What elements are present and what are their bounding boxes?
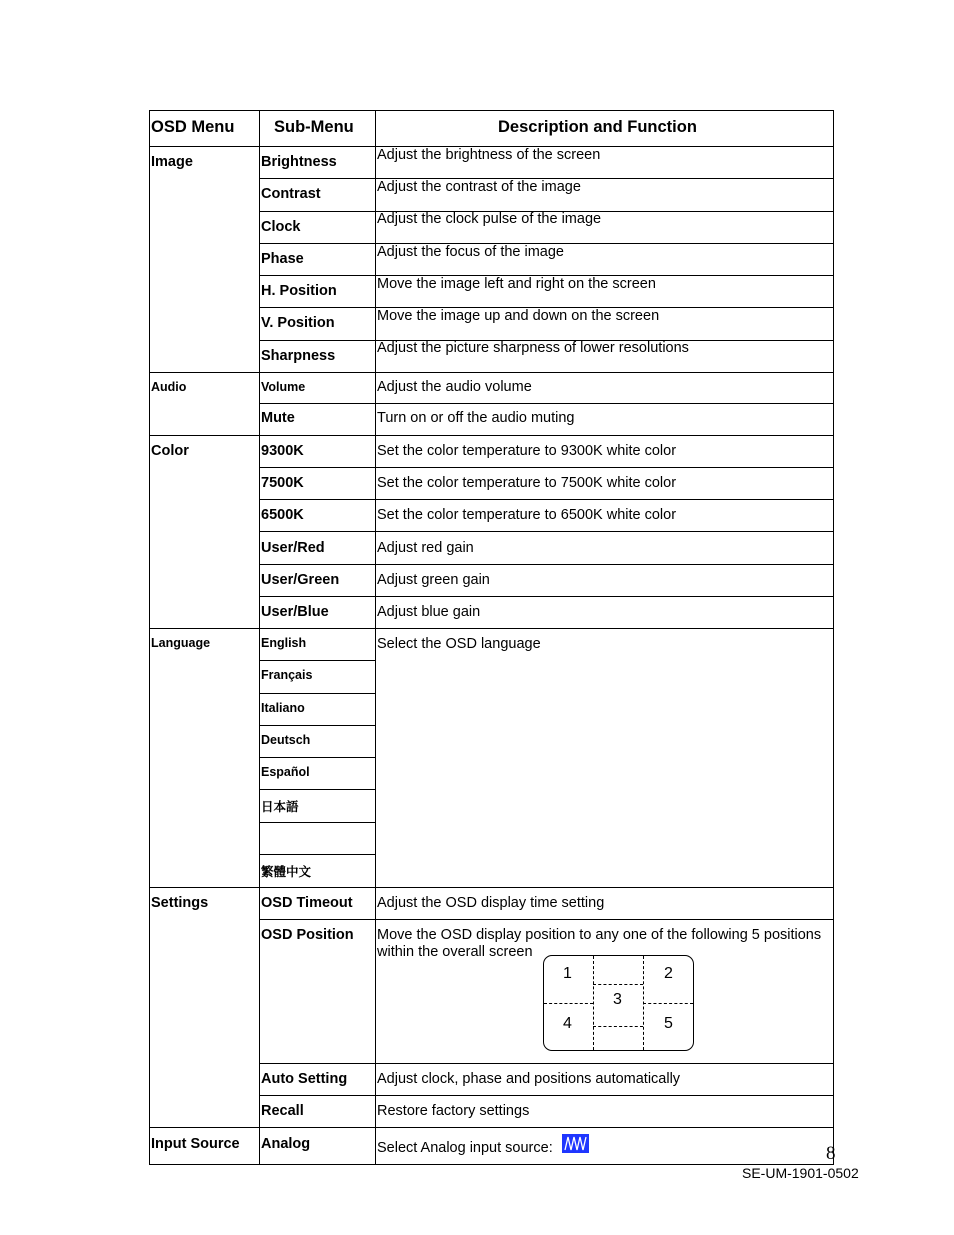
position-label: 4 — [563, 1015, 572, 1032]
menu-language: Language — [151, 636, 211, 650]
menu-settings: Settings — [151, 895, 209, 911]
position-label: 2 — [664, 965, 673, 982]
row-divider — [259, 660, 375, 661]
description: Move the image up and down on the screen — [377, 308, 660, 324]
menu-audio: Audio — [151, 380, 187, 394]
description: Set the color temperature to 6500K white color — [377, 507, 677, 523]
position-label: 5 — [664, 1015, 673, 1032]
submenu-item: 日本語 — [261, 800, 299, 814]
submenu-item: Phase — [261, 251, 304, 267]
waveform-graphic — [562, 1134, 589, 1153]
submenu-item: Italiano — [261, 701, 305, 715]
submenu-item: Français — [261, 668, 313, 682]
submenu-item: English — [261, 636, 307, 650]
description: Adjust the brightness of the screen — [377, 147, 601, 163]
description: Select Analog input source: — [377, 1140, 553, 1156]
description: Adjust the audio volume — [377, 379, 532, 395]
diagram-divider — [593, 984, 643, 985]
submenu-item: Analog — [261, 1136, 311, 1152]
document-code: SE-UM-1901-0502 — [742, 1165, 859, 1181]
description: Adjust blue gain — [377, 604, 481, 620]
header-description: Description and Function — [498, 118, 697, 136]
submenu-item: Volume — [261, 380, 306, 394]
submenu-item: User/Red — [261, 540, 325, 556]
submenu-item: Deutsch — [261, 733, 311, 747]
description: Adjust clock, phase and positions automatically — [377, 1071, 681, 1087]
description: Adjust the picture sharpness of lower resolutions — [377, 340, 689, 356]
submenu-item: Auto Setting — [261, 1071, 348, 1087]
group-divider — [149, 628, 834, 629]
diagram-divider — [593, 1026, 643, 1027]
description: Turn on or off the audio muting — [377, 410, 575, 426]
row-divider — [259, 1063, 834, 1064]
submenu-item: OSD Timeout — [261, 895, 353, 911]
row-divider — [259, 1095, 834, 1096]
description: Set the color temperature to 9300K white color — [377, 443, 677, 459]
description-continued: within the overall screen — [377, 944, 533, 960]
description: Adjust the contrast of the image — [377, 179, 581, 195]
submenu-item: Mute — [261, 410, 295, 426]
row-divider — [259, 757, 375, 758]
diagram-divider — [593, 956, 594, 1050]
submenu-item: 繁體中文 — [261, 865, 312, 879]
menu-image: Image — [151, 154, 193, 170]
description: Select the OSD language — [377, 636, 541, 652]
menu-color: Color — [151, 443, 189, 459]
row-divider — [259, 789, 375, 790]
row-divider — [259, 693, 375, 694]
description: Move the OSD display position to any one of the following 5 positions — [377, 927, 822, 943]
submenu-item: H. Position — [261, 283, 337, 299]
row-divider — [259, 467, 834, 468]
diagram-divider — [544, 1003, 593, 1004]
position-label: 1 — [563, 965, 572, 982]
submenu-item: V. Position — [261, 315, 335, 331]
column-divider — [375, 110, 376, 1165]
submenu-item: OSD Position — [261, 927, 354, 943]
row-divider — [259, 564, 834, 565]
description: Adjust the clock pulse of the image — [377, 211, 602, 227]
description: Move the image left and right on the screen — [377, 276, 656, 292]
row-divider — [259, 499, 834, 500]
submenu-item: 9300K — [261, 443, 304, 459]
row-divider — [259, 403, 834, 404]
row-divider — [259, 822, 375, 823]
description: Adjust green gain — [377, 572, 490, 588]
submenu-item: Brightness — [261, 154, 337, 170]
submenu-item: 7500K — [261, 475, 304, 491]
row-divider — [259, 854, 375, 855]
column-divider — [259, 110, 260, 1165]
header-osd-menu: OSD Menu — [151, 118, 235, 136]
group-divider — [149, 372, 834, 373]
position-label: 3 — [613, 991, 622, 1008]
vga-waveform-icon — [562, 1134, 589, 1153]
submenu-item: Español — [261, 765, 310, 779]
submenu-item: Contrast — [261, 186, 321, 202]
submenu-item: Clock — [261, 219, 301, 235]
row-divider — [259, 531, 834, 532]
header-sub-menu: Sub-Menu — [274, 118, 354, 136]
row-divider — [259, 919, 834, 920]
menu-input-source: Input Source — [151, 1136, 240, 1152]
description: Adjust red gain — [377, 540, 474, 556]
group-divider — [149, 435, 834, 436]
description: Set the color temperature to 7500K white color — [377, 475, 677, 491]
group-divider — [149, 1127, 834, 1128]
submenu-item: Sharpness — [261, 348, 336, 364]
submenu-item: User/Green — [261, 572, 340, 588]
diagram-divider — [643, 1003, 693, 1004]
submenu-item: 6500K — [261, 507, 304, 523]
description: Adjust the focus of the image — [377, 244, 564, 260]
page-number: 8 — [826, 1143, 836, 1164]
description: Restore factory settings — [377, 1103, 530, 1119]
submenu-item: User/Blue — [261, 604, 329, 620]
row-divider — [259, 725, 375, 726]
row-divider — [259, 596, 834, 597]
description: Adjust the OSD display time setting — [377, 895, 605, 911]
group-divider — [149, 887, 834, 888]
osd-position-diagram — [543, 955, 694, 1051]
submenu-item: Recall — [261, 1103, 304, 1119]
